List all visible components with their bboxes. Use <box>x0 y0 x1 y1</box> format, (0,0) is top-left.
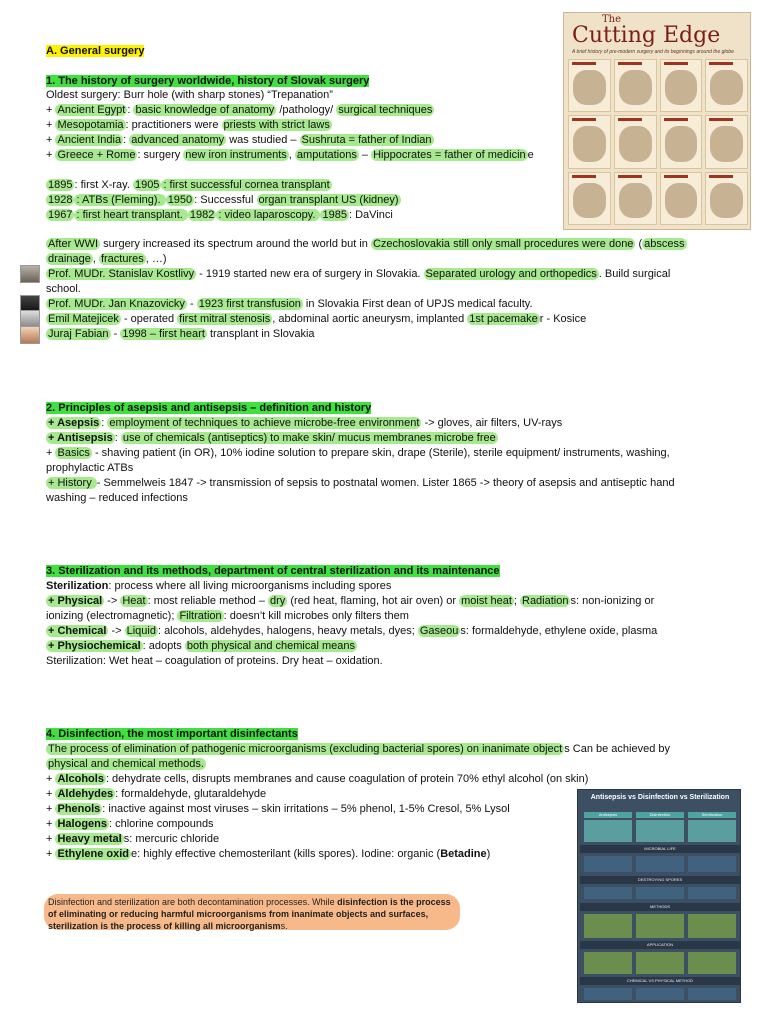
poster-title: The Cutting Edge <box>572 14 721 48</box>
infographic-col: Sterilization <box>688 812 736 818</box>
text-line: 1895 : first X-ray. 1905 : first successful cornea transplant <box>48 179 330 191</box>
text-line: ionizing (electromagnetic); Filtration : doesn’t kill microbes only filters them <box>46 610 409 622</box>
text-line: The process of elimination of pathogenic microorganisms (excluding bacterial spores) on inanimate object s Can be achieved by <box>48 743 671 755</box>
text-line: After WWI surgery increased its spectrum around the world but in Czechoslovakia still only small procedures were done ( abscess <box>48 238 685 250</box>
text-line: + Ancient Egypt : basic knowledge of anatomy /pathology/ surgical techniques <box>46 104 433 116</box>
section-title: A. General surgery <box>46 45 145 57</box>
portrait-kostlivy <box>20 265 40 283</box>
poster-panel <box>705 115 748 168</box>
text-line: Emil Matejicek - operated first mitral stenosis , abdominal aortic aneurysm, implanted 1st pacemake r - Kosice <box>48 313 587 325</box>
infographic-cell <box>584 820 632 842</box>
text-line: 1928 : ATBs (Fleming). 1950 : Successful organ transplant US (kidney) <box>48 194 399 206</box>
text-line: + Physical -> Heat : most reliable method – dry (red heat, flaming, hot air oven) or moist heat ; Radiation s: non-ionizing or <box>48 595 655 607</box>
infographic-cell <box>688 952 736 974</box>
infographic-row-label: APPLICATION <box>580 941 740 949</box>
text-line: + Greece + Rome : surgery new iron instruments , amputations – Hippocrates = father of medicin e <box>46 149 534 161</box>
poster-panel <box>705 172 748 225</box>
text-line: + Aldehydes : formaldehyde, glutaraldehyde <box>46 788 267 800</box>
infographic-row-label: METHODS <box>580 903 740 911</box>
heading-asepsis: 2. Principles of asepsis and antisepsis – definition and history <box>46 402 372 414</box>
heading-sterilization: 3. Sterilization and its methods, department of central sterilization and its maintenance <box>46 565 500 577</box>
infographic-cell <box>636 820 684 842</box>
poster-panel <box>614 172 657 225</box>
text-line: + Antisepsis : use of chemicals (antiseptics) to make skin/ mucus membranes microbe free <box>48 432 496 444</box>
infographic-title: Antisepsis vs Disinfection vs Sterilization <box>590 794 730 801</box>
infographic-cell <box>584 914 632 938</box>
text-line: physical and chemical methods. <box>48 758 204 770</box>
infographic-row-label: DESTROYING SPORES <box>580 876 740 884</box>
text-line: + Chemical -> Liquid : alcohols, aldehydes, halogens, heavy metals, dyes; Gaseou s: formaldehyde, ethylene oxide, plasma <box>48 625 658 637</box>
heading-disinfection: 4. Disinfection, the most important disinfectants <box>46 728 298 740</box>
text-line: Prof. MUDr. Jan Knazovicky - 1923 first transfusion in Slovakia First dean of UPJS medical faculty. <box>48 298 533 310</box>
text-line: prophylactic ATBs <box>46 462 134 474</box>
infographic-cell <box>584 952 632 974</box>
text-line: + Heavy metal s: mercuric chloride <box>46 833 220 845</box>
infographic-row-label: MICROBIAL LIFE <box>580 845 740 853</box>
text-line: + Mesopotamia : practitioners were priests with strict laws <box>46 119 330 131</box>
infographic-cell <box>688 914 736 938</box>
infographic-cell <box>688 820 736 842</box>
infographic-cell <box>636 856 684 872</box>
infographic-cell <box>584 856 632 872</box>
poster-panel <box>568 59 611 112</box>
text-line: school. <box>46 283 81 295</box>
infographic-cell <box>636 988 684 1000</box>
poster-panel <box>705 59 748 112</box>
text-line: + Ethylene oxid e: highly effective chemosterilant (kills spores). Iodine: organic (Betadine) <box>46 848 491 860</box>
text-line: + Asepsis : employment of techniques to achieve microbe-free environment -> gloves, air filters, UV-rays <box>48 417 563 429</box>
infographic-col: Antisepsis <box>584 812 632 818</box>
infographic-cell <box>636 952 684 974</box>
text-line: Oldest surgery: Burr hole (with sharp stones) “Trepanation” <box>46 89 333 101</box>
text-line: + Alcohols : dehydrate cells, disrupts membranes and cause coagulation of protein 70% ethyl alcohol (on skin) <box>46 773 589 785</box>
poster-panel <box>614 59 657 112</box>
text-line: drainage , fractures , …) <box>48 253 167 265</box>
portrait-fabian <box>20 326 40 344</box>
antisepsis-infographic <box>577 789 741 1003</box>
infographic-cell <box>688 988 736 1000</box>
infographic-cell <box>688 887 736 899</box>
text-line: + History - Semmelweis 1847 -> transmission of sepsis to postnatal women. Lister 1865 -> theory of asepsis and antiseptic hand <box>48 477 675 489</box>
text-line: + Physiochemical : adopts both physical and chemical means <box>48 640 355 652</box>
poster-panel <box>660 115 703 168</box>
text-line: Sterilization: Wet heat – coagulation of proteins. Dry heat – oxidation. <box>46 655 383 667</box>
infographic-cell <box>584 988 632 1000</box>
text-line: + Halogens : chlorine compounds <box>46 818 214 830</box>
text-line: + Ancient India : advanced anatomy was studied – Sushruta = father of Indian <box>46 134 432 146</box>
infographic-col: Disinfection <box>636 812 684 818</box>
summary-note: Disinfection and sterilization are both decontamination processes. While disinfection is the process of eliminating or reducing harmful microorganisms from inanimate objects and surfaces, sterilization is the process of killing all microorganisms. <box>44 894 460 930</box>
infographic-cell <box>584 887 632 899</box>
poster-panel <box>568 115 611 168</box>
text-line: 1967 : first heart transplant. 1982 : video laparoscopy. 1985 : DaVinci <box>48 209 393 221</box>
poster-panel <box>660 59 703 112</box>
poster-subtitle: A brief history of pre-modern surgery and its beginnings around the globe <box>572 49 734 55</box>
poster-panel <box>568 172 611 225</box>
cutting-edge-poster <box>563 12 751 230</box>
text-line: Prof. MUDr. Stanislav Kostlivy - 1919 started new era of surgery in Slovakia. Separated urology and orthopedics . Build surgical <box>48 268 671 280</box>
text-line: washing – reduced infections <box>46 492 188 504</box>
text-line: + Basics - shaving patient (in OR), 10% iodine solution to prepare skin, drape (Sterile), sterile equipment/ instruments, washing, <box>46 447 670 459</box>
poster-grid <box>568 59 748 225</box>
poster-panel <box>614 115 657 168</box>
infographic-cell <box>688 856 736 872</box>
text-line: + Phenols : inactive against most viruses – skin irritations – 5% phenol, 1-5% Cresol, 5% Lysol <box>46 803 510 815</box>
infographic-row-label: CHEMICAL VS PHYSICAL METHOD <box>580 977 740 985</box>
text-line: Sterilization: process where all living microorganisms including spores <box>46 580 392 592</box>
infographic-cell <box>636 887 684 899</box>
text-line: Juraj Fabian - 1998 – first heart transplant in Slovakia <box>48 328 315 340</box>
poster-panel <box>660 172 703 225</box>
infographic-cell <box>636 914 684 938</box>
heading-history: 1. The history of surgery worldwide, history of Slovak surgery <box>46 75 370 87</box>
